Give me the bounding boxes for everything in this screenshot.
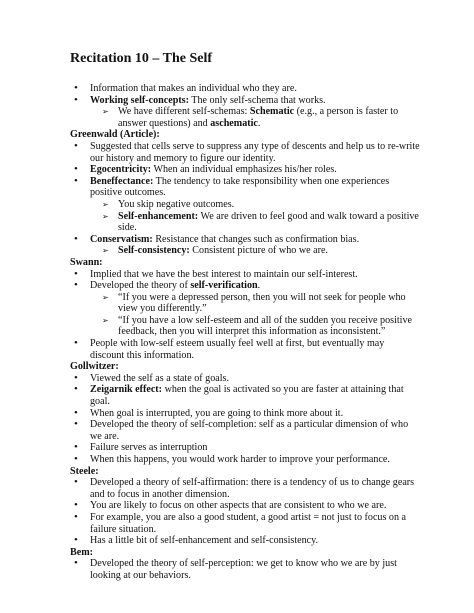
list-item: • Has a little bit of self-enhancement and self-consistency. [70, 535, 420, 547]
list-item: • Developed a theory of self-affirmation: there is a tendency of us to change gears and to focus in another dimension. [70, 477, 420, 500]
list-item: • Suggested that cells serve to suppress any type of descents and help us to re-write our history and memory to figure our identity. [70, 141, 420, 164]
list-item: • Viewed the self as a state of goals. [70, 373, 420, 385]
greenwald-list [70, 141, 420, 257]
sub-list-item: ➢ “If you were a depressed person, then you will not seek for people who view you differently.” [70, 292, 420, 315]
sub-list-item: ➢ Self-enhancement: We are driven to feel good and walk toward a positive side. [70, 211, 420, 234]
sub-list-item: ➢ Self-consistency: Consistent picture of who we are. [70, 245, 420, 257]
section-heading-gollwitzer: Gollwitzer: [70, 361, 119, 373]
list-item: • When this happens, you would work harder to improve your performance. [70, 454, 420, 466]
list-item: • Implied that we have the best interest to maintain our self-interest. [70, 269, 420, 281]
section-heading-greenwald: Greenwald (Article): [70, 129, 160, 141]
swann-list [70, 269, 420, 362]
list-item: • When goal is interrupted, you are going to think more about it. [70, 408, 420, 420]
notes-content [70, 83, 420, 582]
list-item: • Developed the theory of self-completion: self as a particular dimension of who we are. [70, 419, 420, 442]
section-heading-steele: Steele: [70, 465, 99, 477]
steele-list [70, 477, 420, 547]
sub-list-item: ➢ You skip negative outcomes. [70, 199, 420, 211]
list-item: • You are likely to focus on other aspects that are consistent to who we are. [70, 500, 420, 512]
section-heading-bem: Bem: [70, 546, 93, 558]
sub-list-item: ➢ “If you have a low self-esteem and all of the sudden you receive positive feedback, then you will interpret this information as inconsistent.” [70, 315, 420, 338]
list-item: • Developed the theory of self-verification. [70, 280, 420, 292]
list-item: • Working self-concepts: The only self-schema that works. [70, 95, 420, 107]
page-title: Recitation 10 – The Self [70, 51, 213, 66]
list-item: • For example, you are also a good student, a good artist = not just to focus on a failure situation. [70, 512, 420, 535]
list-item: • Failure serves as interruption [70, 442, 420, 454]
list-item: • Zeigarnik effect: when the goal is activated so you are faster at attaining that goal. [70, 384, 420, 407]
list-item: • Information that makes an individual who they are. [70, 83, 420, 95]
gollwitzer-list [70, 373, 420, 466]
section-heading-swann: Swann: [70, 256, 103, 268]
list-item: • Egocentricity: When an individual emphasizes his/her roles. [70, 164, 420, 176]
intro-list [70, 83, 420, 129]
bem-list [70, 558, 420, 581]
list-item: • Conservatism: Resistance that changes such as confirmation bias. [70, 234, 420, 246]
list-item: • People with low-self esteem usually feel well at first, but eventually may discount this information. [70, 338, 420, 361]
list-item: • Beneffectance: The tendency to take responsibility when one experiences positive outcomes. [70, 176, 420, 199]
sub-list-item: ➢ We have different self-schemas: Schematic (e.g., a person is faster to answer questions) and aschematic. [70, 106, 420, 129]
list-item: • Developed the theory of self-perception: we get to know who we are by just looking at our behaviors. [70, 558, 420, 581]
